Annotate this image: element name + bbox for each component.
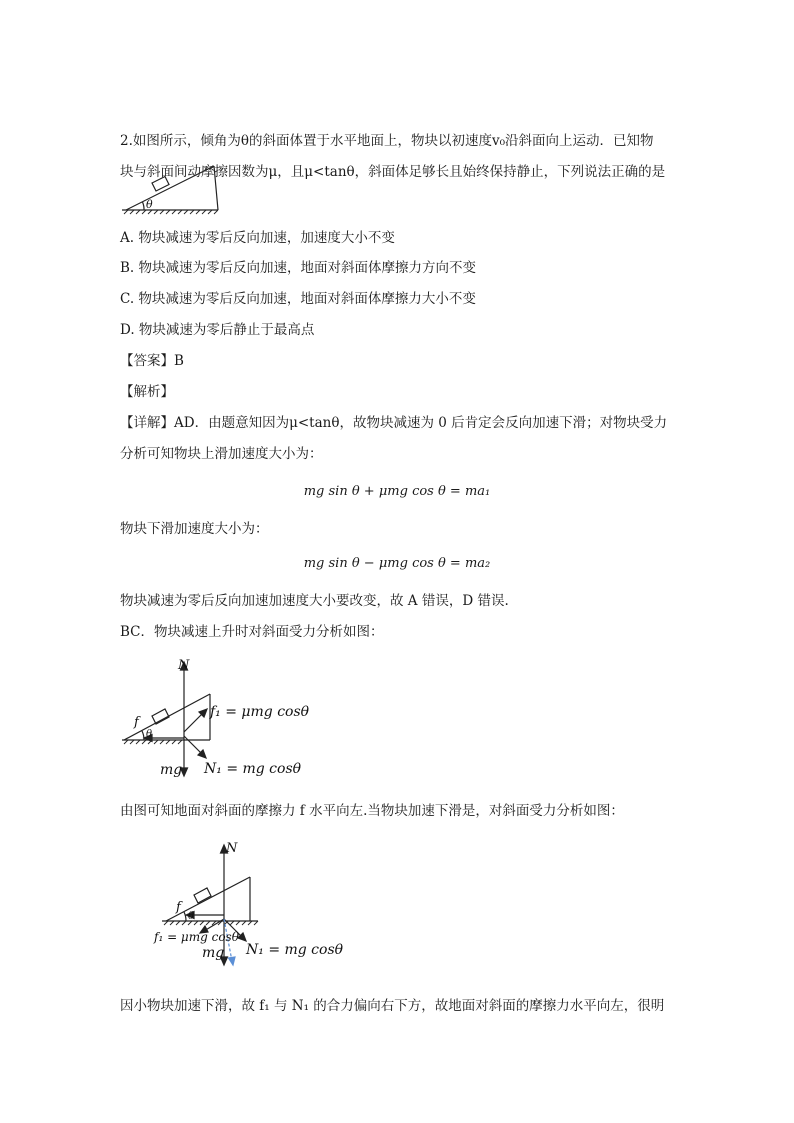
- analysis-title: 【解析】: [120, 384, 174, 400]
- detail-line-4: 物块减速为零后反向加速加速度大小要改变，故 A 错误，D 错误.: [120, 593, 509, 609]
- theta-label: θ: [188, 911, 195, 922]
- equation-1: mg sin θ + μmg cos θ = ma₁: [303, 484, 491, 499]
- option-d: D. 物块减速为零后静止于最高点: [120, 322, 315, 338]
- question-line-1: 2.如图所示，倾角为θ的斜面体置于水平地面上，物块以初速度v₀沿斜面向上运动．已知物: [120, 133, 654, 149]
- option-a: A. 物块减速为零后反向加速，加速度大小不变: [120, 230, 395, 246]
- n1-arrow: [184, 736, 202, 754]
- f1-arrow: [184, 712, 204, 732]
- question-line-2: 块与斜面间动摩擦因数为μ，且μ<tanθ，斜面体足够长且始终保持静止，下列说法正确的是: [120, 164, 666, 180]
- block: [194, 888, 211, 903]
- mg-label: mg: [202, 945, 225, 961]
- incline-vertical: [214, 166, 218, 210]
- theta-label: θ: [146, 729, 153, 740]
- angle-arc: [142, 731, 144, 740]
- theta-label: θ: [146, 198, 153, 211]
- block: [152, 177, 169, 192]
- force-diagram-1: [118, 652, 318, 788]
- detail-line-3: 物块下滑加速度大小为：: [120, 521, 269, 537]
- detail-line-2: 分析可知物块上滑加速度大小为：: [120, 446, 323, 462]
- option-b: B. 物块减速为零后反向加速，地面对斜面体摩擦力方向不变: [120, 260, 477, 276]
- n-label: N: [226, 841, 238, 856]
- n-label: N: [178, 658, 190, 673]
- detail-line-5: BC．物块减速上升时对斜面受力分析如图：: [120, 624, 384, 640]
- incline-surface: [126, 166, 214, 210]
- block: [152, 709, 169, 724]
- force-diagram-2: [150, 835, 350, 970]
- mg-label: mg: [160, 762, 183, 778]
- ground-hatch: [124, 210, 218, 214]
- n1-label: N₁ = mg cosθ: [204, 761, 302, 777]
- detail-line-6: 由图可知地面对斜面的摩擦力 f 水平向左.当物块加速下滑是，对斜面受力分析如图：: [120, 803, 624, 819]
- n1-label: N₁ = mg cosθ: [246, 942, 344, 958]
- detail-line-7: 因小物块加速下滑，故 f₁ 与 N₁ 的合力偏向右下方，故地面对斜面的摩擦力水平向左，很明: [120, 998, 665, 1014]
- f1-label: f₁ = μmg cosθ: [154, 930, 239, 944]
- answer-line: 【答案】B: [120, 353, 184, 369]
- f-label: f: [176, 900, 181, 915]
- f-label: f: [134, 715, 139, 730]
- angle-arc: [143, 202, 145, 210]
- equation-2: mg sin θ − μmg cos θ = ma₂: [303, 556, 491, 571]
- resultant-arrowhead: [229, 957, 236, 965]
- angle-arc: [184, 912, 186, 921]
- detail-line-1: 【详解】AD．由题意知因为μ<tanθ，故物块减速为 0 后肯定会反向加速下滑；对物块受力: [120, 415, 668, 431]
- option-c: C. 物块减速为零后反向加速，地面对斜面体摩擦力大小不变: [120, 291, 476, 307]
- f1-label: f₁ = μmg cosθ: [210, 704, 310, 720]
- incline-figure-1: [118, 162, 228, 218]
